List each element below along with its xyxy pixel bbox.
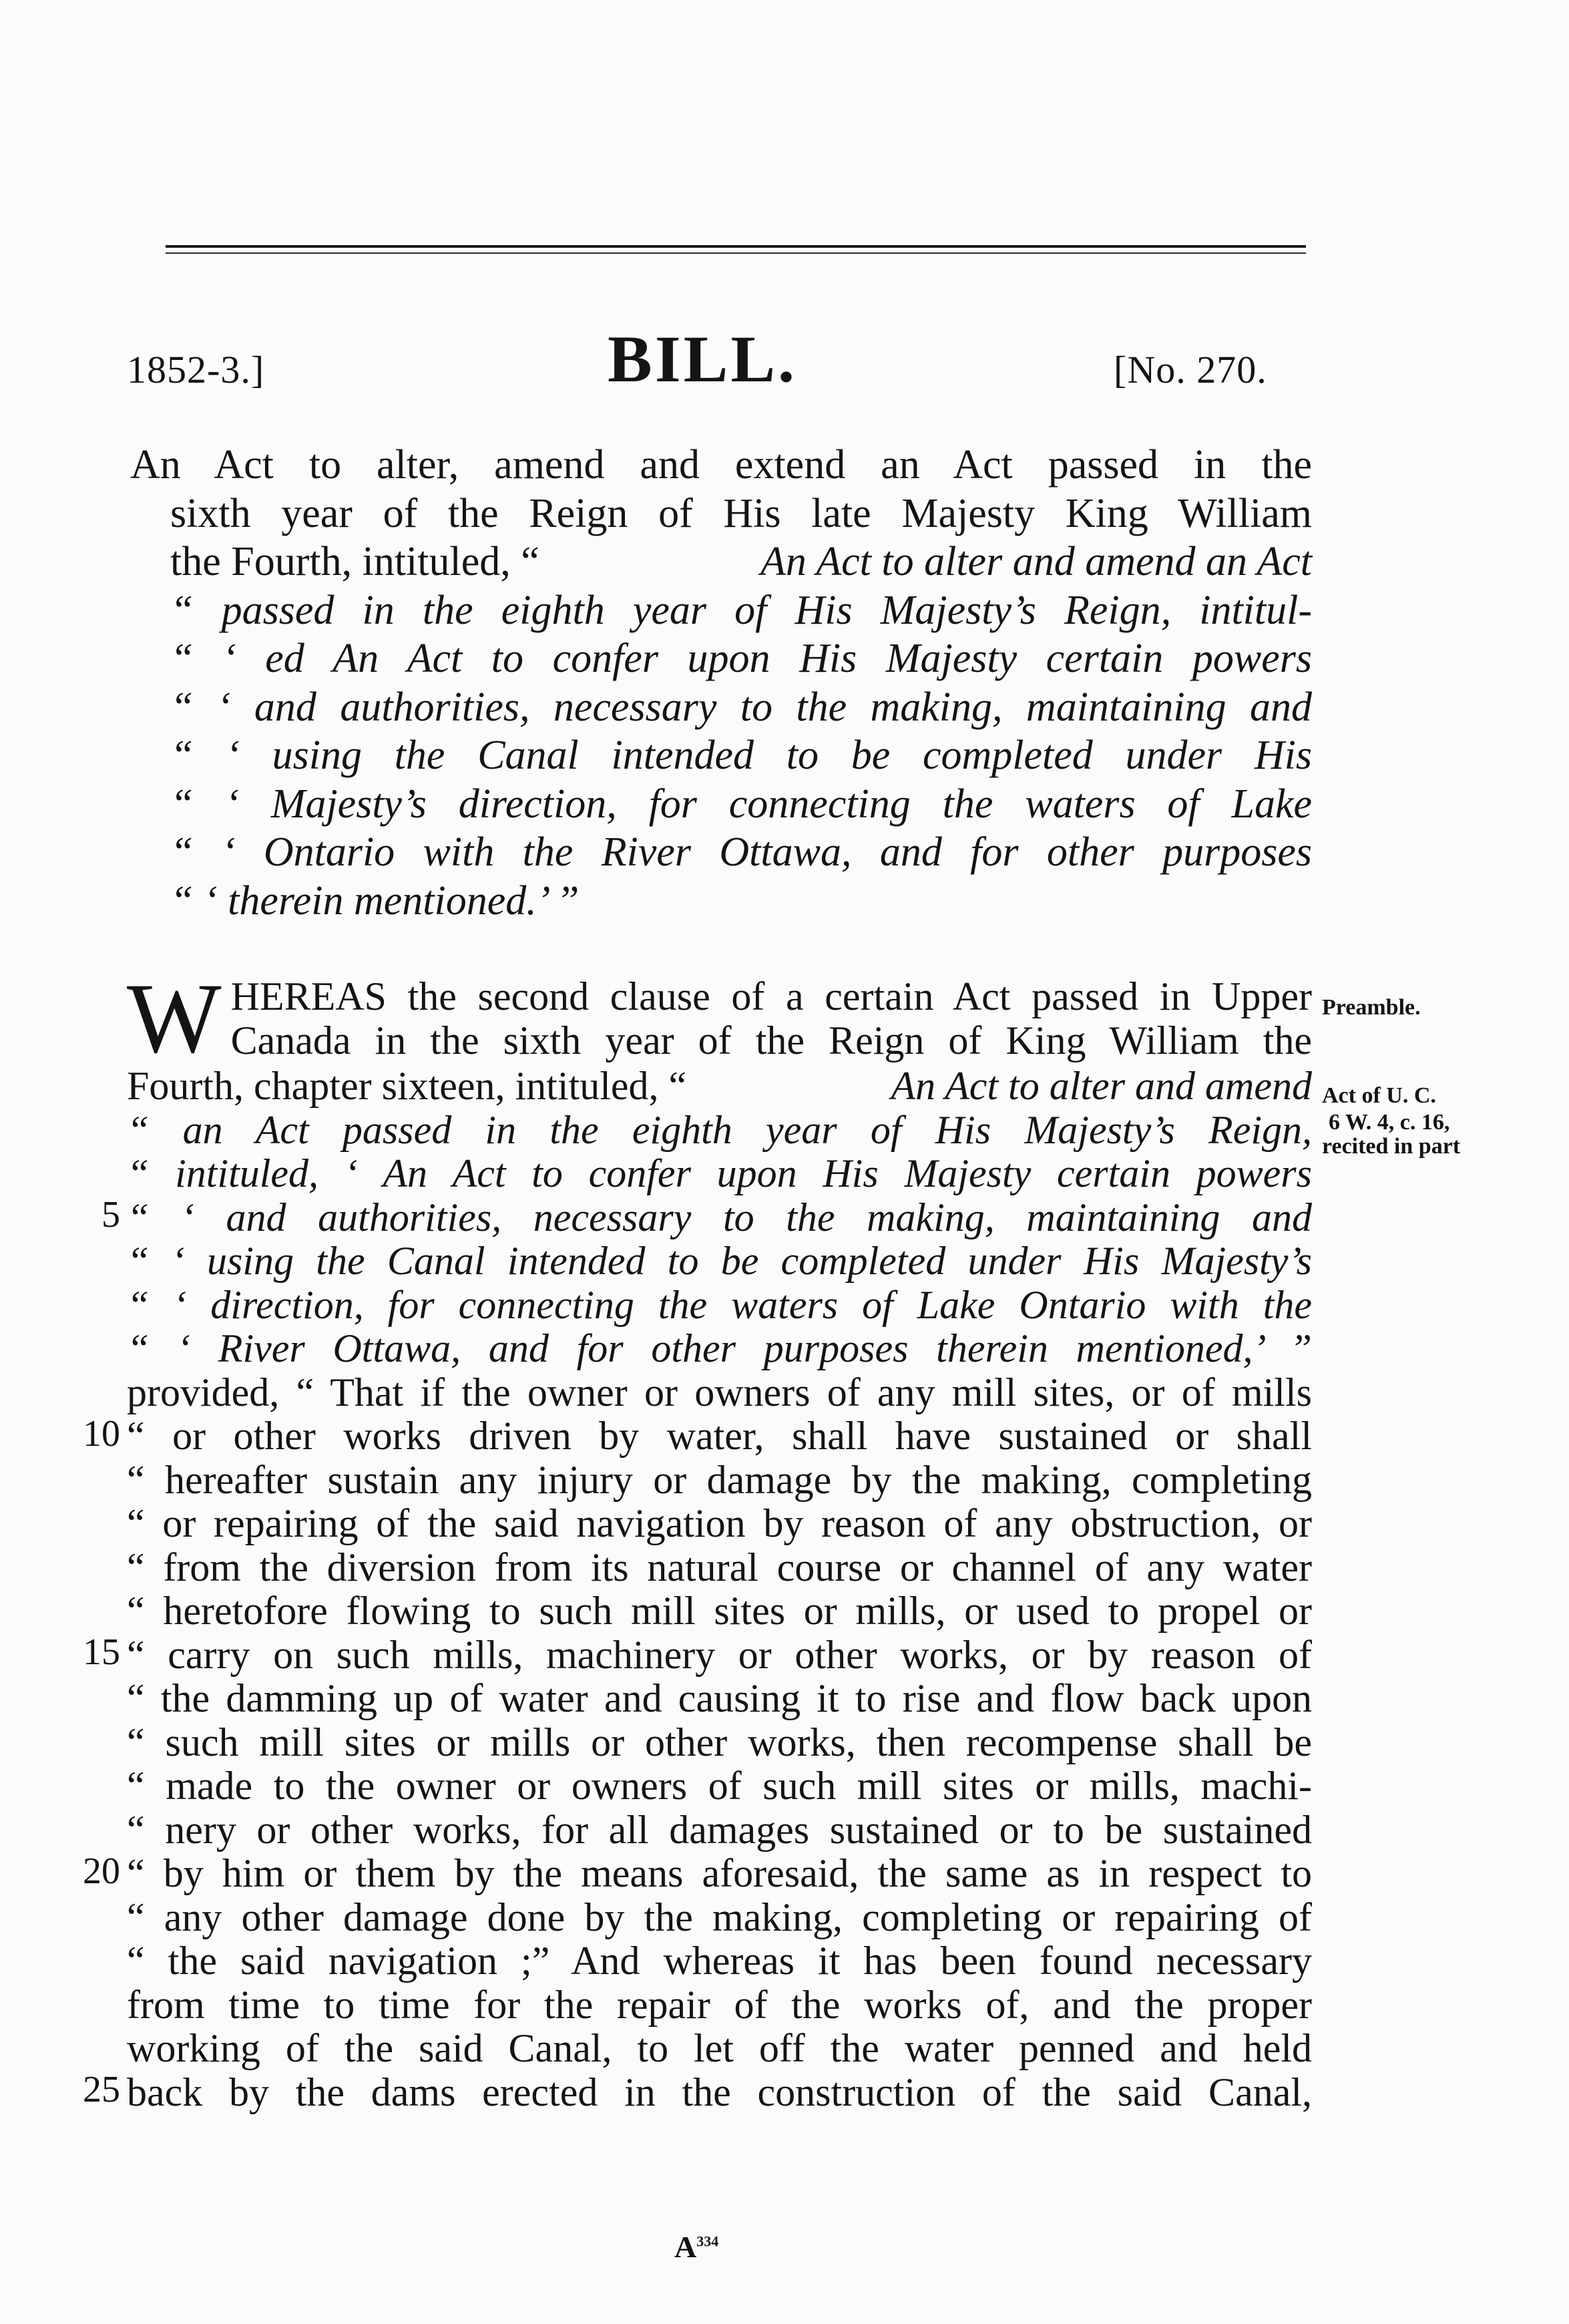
- title-line: sixth year of the Reign of His late Majesty King William: [170, 490, 1312, 536]
- body-line: “ heretofore flowing to such mill sites or mills, or used to propel or: [127, 1589, 1312, 1633]
- signature-letter: A: [674, 2230, 697, 2264]
- body-line: “ any other damage done by the making, completing or repairing of: [127, 1895, 1312, 1939]
- top-rule: [166, 245, 1306, 248]
- body-line: “ intituled, ‘ An Act to confer upon His Majesty certain powers: [127, 1151, 1312, 1195]
- act-title: [130, 441, 1312, 925]
- preamble-text: [83, 963, 1312, 2114]
- title-line: “ ‘ Ontario with the River Ottawa, and for other purposes: [170, 829, 1312, 875]
- title-line: “ ‘ therein mentioned.’ ”: [170, 878, 580, 924]
- title-line-part: An Act to alter and amend an Act: [760, 539, 1312, 584]
- body-line: from time to time for the repair of the works of, and the proper: [127, 1982, 1312, 2027]
- body-line: [127, 1064, 1312, 1109]
- body-line: HEREAS the second clause of a certain Act passed in Upper: [230, 974, 1312, 1018]
- title-line: An Act to alter, amend and extend an Act passed in the: [130, 442, 1312, 488]
- body-line: “ hereafter sustain any injury or damage by the making, completing: [127, 1457, 1312, 1502]
- session-label: 1852-3.]: [127, 348, 265, 391]
- margin-note-act: recited in part: [1322, 1134, 1461, 1159]
- title-line-part: the Fourth, intituled, “: [170, 539, 539, 584]
- body-line: “ or repairing of the said navigation by reason of any obstruction, or: [127, 1501, 1312, 1545]
- title-line: “ ‘ using the Canal intended to be completed under His: [170, 733, 1312, 778]
- body-line: provided, “ That if the owner or owners of any mill sites, or of mills: [127, 1370, 1312, 1414]
- page-header: [0, 321, 1569, 407]
- body-line: “ the damming up of water and causing it to rise and flow back upon: [127, 1676, 1312, 1720]
- body-line: “ ‘ and authorities, necessary to the making, maintaining and: [127, 1195, 1312, 1239]
- line-number: 25: [83, 2069, 120, 2110]
- signature-mark: [674, 2229, 718, 2265]
- signature-number: 334: [696, 2233, 719, 2250]
- title-line: [130, 538, 1312, 586]
- body-line: “ ‘ River Ottawa, and for other purposes therein mentioned,’ ”: [127, 1326, 1312, 1370]
- title-line: “ passed in the eighth year of His Majesty’s Reign, intitul-: [170, 587, 1312, 633]
- margin-note-preamble: Preamble.: [1322, 995, 1421, 1020]
- body-line: working of the said Canal, to let off the water penned and held: [127, 2026, 1312, 2070]
- body-line: “ ‘ direction, for connecting the waters of Lake Ontario with the: [127, 1282, 1312, 1327]
- body-line-part: An Act to alter and amend: [891, 1064, 1312, 1108]
- body-line: Canada in the sixth year of the Reign of King William the: [230, 1018, 1312, 1062]
- body-line: “ made to the owner or owners of such mill sites or mills, machi-: [127, 1764, 1312, 1808]
- title-line: “ ‘ Majesty’s direction, for connecting the waters of Lake: [170, 781, 1312, 827]
- line-number: 10: [83, 1413, 120, 1455]
- line-number: 5: [101, 1194, 120, 1235]
- title-line: “ ‘ and authorities, necessary to the making, maintaining and: [170, 684, 1312, 730]
- body-line: “ an Act passed in the eighth year of His Majesty’s Reign,: [127, 1107, 1312, 1152]
- body-line-part: Fourth, chapter sixteen, intituled, “: [127, 1064, 687, 1108]
- bill-number: [No. 270.: [1114, 348, 1267, 391]
- body-line: “ ‘ using the Canal intended to be completed under His Majesty’s: [127, 1239, 1312, 1283]
- body-line: “ the said navigation ;” And whereas it has been found necessary: [127, 1939, 1312, 1983]
- drop-cap: W: [127, 963, 222, 1074]
- page-title: BILL.: [608, 322, 798, 396]
- margin-note-act: Act of U. C.: [1322, 1083, 1436, 1108]
- line-number: 20: [83, 1851, 120, 1892]
- body-line: “ such mill sites or mills or other works, then recompense shall be: [127, 1720, 1312, 1764]
- body-line: “ from the diversion from its natural course or channel of any water: [127, 1545, 1312, 1589]
- body-line: “ or other works driven by water, shall have sustained or shall: [127, 1414, 1312, 1458]
- body-line: “ nery or other works, for all damages sustained or to be sustained: [127, 1807, 1312, 1852]
- line-number: 15: [83, 1631, 120, 1673]
- body-line: “ carry on such mills, machinery or other works, or by reason of: [127, 1632, 1312, 1677]
- title-line: “ ‘ ed An Act to confer upon His Majesty certain powers: [170, 636, 1312, 681]
- body-line: “ by him or them by the means aforesaid, the same as in respect to: [127, 1851, 1312, 1895]
- top-rule-thin: [166, 252, 1306, 254]
- margin-note-act: 6 W. 4, c. 16,: [1329, 1110, 1450, 1135]
- body-line: back by the dams erected in the construction of the said Canal,: [127, 2070, 1312, 2114]
